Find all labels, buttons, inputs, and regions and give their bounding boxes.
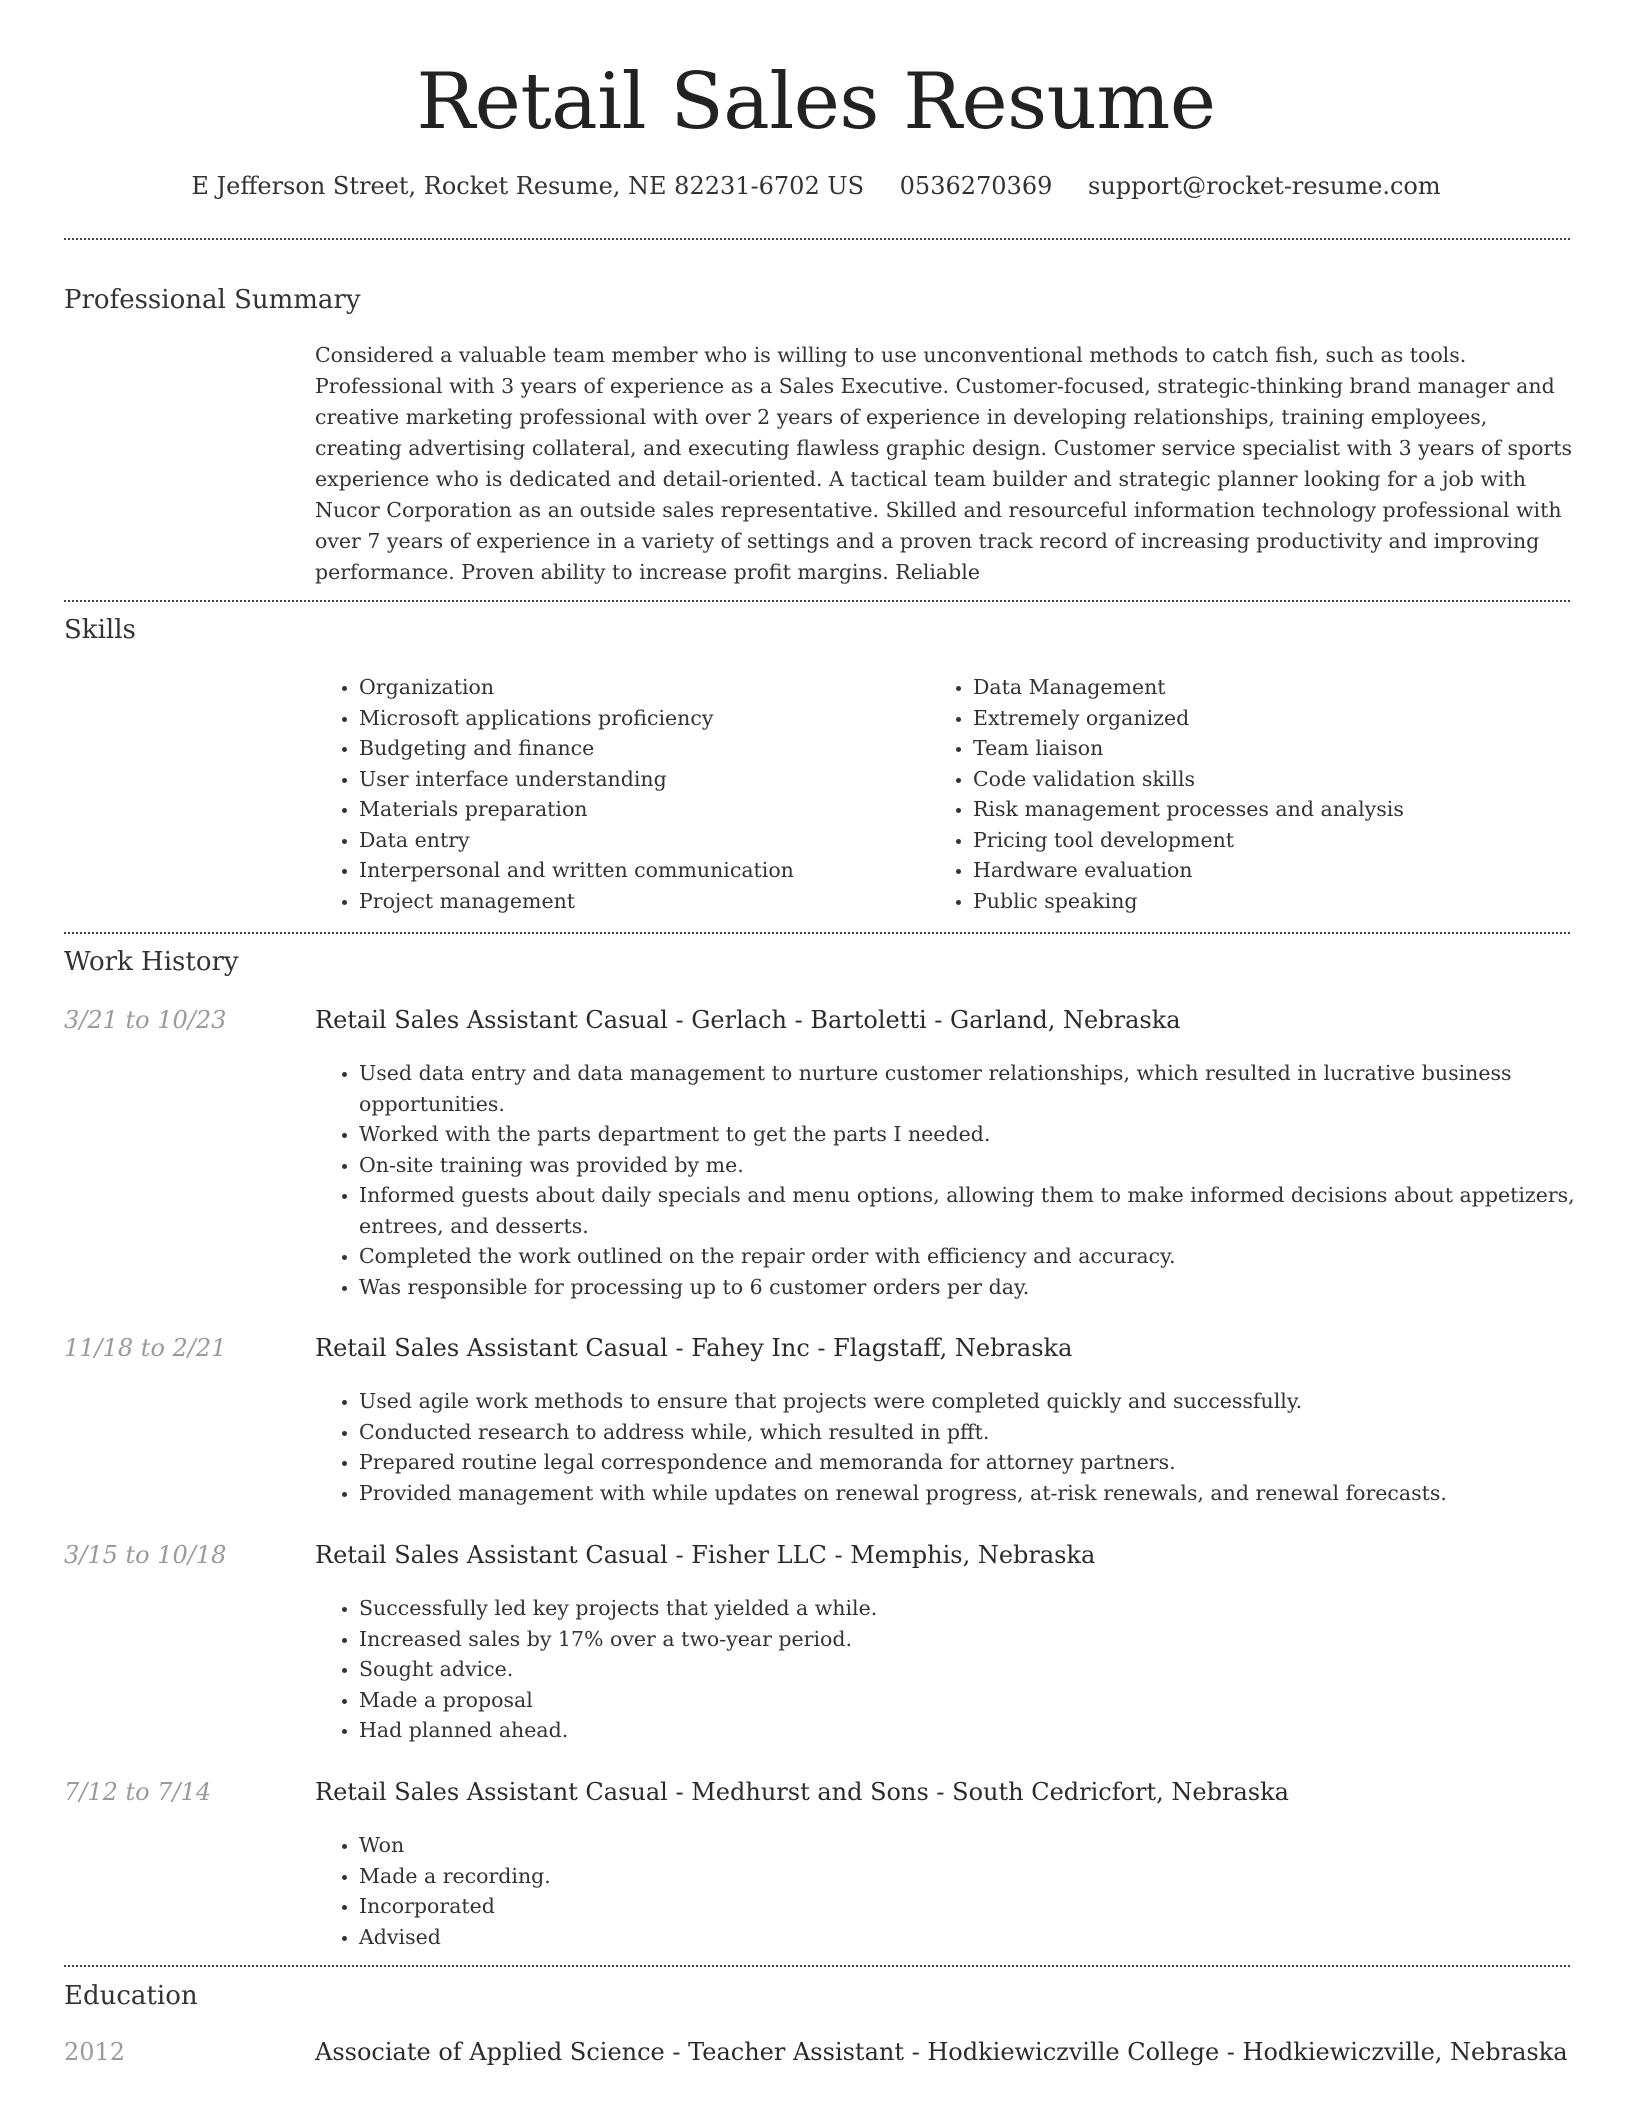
education-date: 2012 [64,2038,126,2066]
job-date: 7/12 to 7/14 [64,1778,212,1806]
skill-item: • Public speaking [973,886,1569,917]
job-bullet: • Conducted research to address while, which resulted in pfft. [359,1417,1575,1448]
skill-item: • Data Management [973,672,1569,703]
job-bullet: • Increased sales by 17% over a two-year period. [359,1624,1575,1655]
job-bullet: • Used data entry and data management to nurture customer relationships, which resulted in lucrative business opportunities. [359,1058,1575,1119]
job-bullet: • On-site training was provided by me. [359,1150,1575,1181]
contact-email: support@rocket-resume.com [1088,172,1441,200]
job-title: Retail Sales Assistant Casual - Gerlach - Bartoletti - Garland, Nebraska [315,1006,1181,1034]
job-bullet: • Incorporated [359,1891,1575,1922]
skill-item: • User interface understanding [359,764,915,795]
skills-list-right [929,672,1569,916]
contact-line [0,168,1632,204]
job-date: 3/15 to 10/18 [64,1541,227,1569]
job-title: Retail Sales Assistant Casual - Medhurst and Sons - South Cedricfort, Nebraska [315,1778,1289,1806]
job-bullet: • Won [359,1830,1575,1861]
job-bullet: • Successfully led key projects that yielded a while. [359,1593,1575,1624]
job-bullets [315,1830,1575,1952]
job-date: 11/18 to 2/21 [64,1334,227,1362]
skill-item: • Microsoft applications proficiency [359,703,915,734]
skill-item: • Team liaison [973,733,1569,764]
job-bullet: • Sought advice. [359,1654,1575,1685]
job-bullet: • Advised [359,1922,1575,1953]
job-bullet: • Made a recording. [359,1861,1575,1892]
job-bullets [315,1058,1575,1302]
skill-item: • Materials preparation [359,794,915,825]
skill-item: • Interpersonal and written communication [359,855,915,886]
job-bullet: • Informed guests about daily specials and menu options, allowing them to make informed decisions about appetizers, entrees, and desserts. [359,1180,1575,1241]
divider [64,932,1570,934]
contact-address: E Jefferson Street, Rocket Resume, NE 82231-6702 US [191,172,865,200]
divider [64,600,1570,602]
job-bullet: • Completed the work outlined on the repair order with efficiency and accuracy. [359,1241,1575,1272]
skill-item: • Budgeting and finance [359,733,915,764]
divider [64,1965,1570,1967]
skill-item: • Organization [359,672,915,703]
job-title: Retail Sales Assistant Casual - Fahey Inc - Flagstaff, Nebraska [315,1334,1073,1362]
section-heading-summary: Professional Summary [64,285,361,315]
job-bullet: • Had planned ahead. [359,1715,1575,1746]
skill-item: • Project management [359,886,915,917]
skill-item: • Pricing tool development [973,825,1569,856]
resume-title: Retail Sales Resume [416,57,1216,147]
section-heading-work: Work History [64,947,239,977]
job-date: 3/21 to 10/23 [64,1006,227,1034]
skill-item: • Extremely organized [973,703,1569,734]
skills-list-left [315,672,915,916]
section-heading-skills: Skills [64,615,136,645]
job-bullet: • Used agile work methods to ensure that projects were completed quickly and successfully. [359,1386,1575,1417]
skill-item: • Hardware evaluation [973,855,1569,886]
job-bullet: • Provided management with while updates on renewal progress, at-risk renewals, and renewal forecasts. [359,1478,1575,1509]
section-heading-education: Education [64,1981,198,2011]
job-bullet: • Made a proposal [359,1685,1575,1716]
skill-item: • Data entry [359,825,915,856]
education-title: Associate of Applied Science - Teacher Assistant - Hodkiewiczville College - Hodkiewiczville, Nebraska [315,2038,1568,2066]
job-title: Retail Sales Assistant Casual - Fisher LLC - Memphis, Nebraska [315,1541,1096,1569]
job-bullets [315,1593,1575,1746]
skill-item: • Risk management processes and analysis [973,794,1569,825]
job-bullet: • Was responsible for processing up to 6 customer orders per day. [359,1272,1575,1303]
contact-phone: 0536270369 [899,172,1053,200]
job-bullet: • Prepared routine legal correspondence and memoranda for attorney partners. [359,1447,1575,1478]
skill-item: • Code validation skills [973,764,1569,795]
summary-text: Considered a valuable team member who is willing to use unconventional methods to catch fish, such as tools. Professional with 3 years of experience as a Sales Executive. Customer-focused, strategic-thinking brand manager and creative marketing professional with over 2 years of experience in developing relationships, training employees, creating advertising collateral, and executing flawless graphic design. Customer service specialist with 3 years of sports experience who is dedicated and detail-oriented. A tactical team builder and strategic planner looking for a job with Nucor Corporation as an outside sales representative. Skilled and resourceful information technology professional with over 7 years of experience in a variety of settings and a proven track record of increasing productivity and improving performance. Proven ability to increase profit margins. Reliable [315,343,1572,584]
divider [64,238,1570,240]
job-bullets [315,1386,1575,1508]
job-bullet: • Worked with the parts department to get the parts I needed. [359,1119,1575,1150]
